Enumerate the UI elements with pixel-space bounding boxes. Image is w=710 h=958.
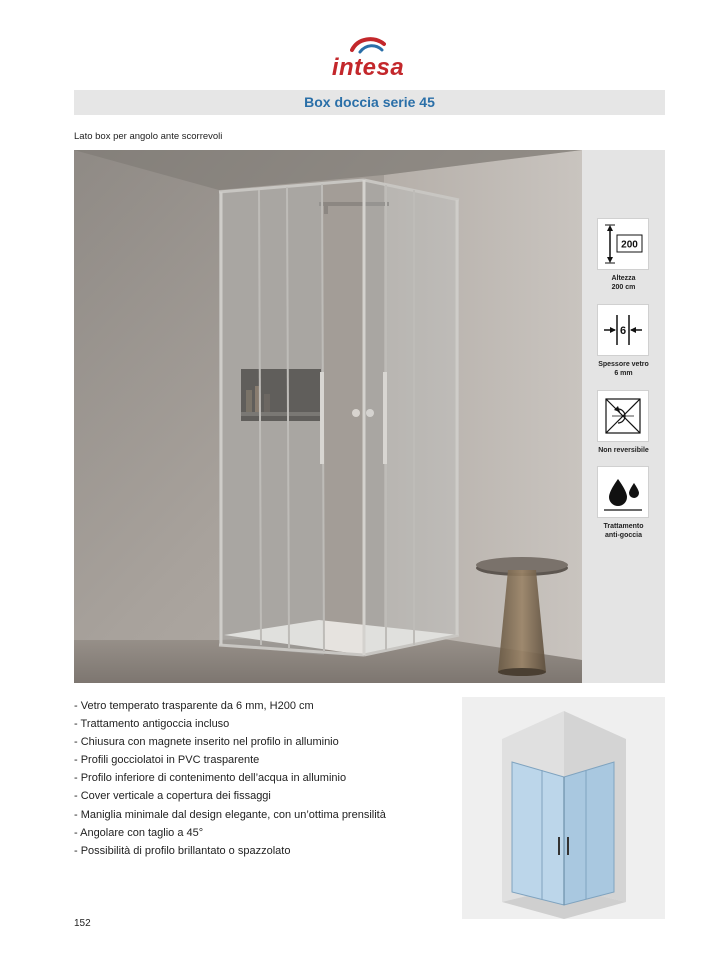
- list-item: - Profilo inferiore di contenimento dell’acqua in alluminio: [74, 772, 347, 785]
- feature-sidebar: [582, 150, 665, 683]
- feature-label: Trattamento: [603, 523, 644, 530]
- subtitle: Lato box per angolo ante scorrevoli: [74, 131, 223, 142]
- list-item: - Possibilità di profilo brillantato o spazzolato: [74, 844, 291, 857]
- feature-label: Altezza: [611, 275, 636, 282]
- feature-label-sub: 6 mm: [614, 370, 633, 377]
- page-number: 152: [74, 918, 91, 929]
- brand-name: intesa: [331, 54, 405, 81]
- page-title: Box doccia serie 45: [304, 94, 435, 110]
- list-item: - Trattamento antigoccia incluso: [74, 718, 230, 731]
- height-icon-text: 200: [621, 239, 638, 251]
- brand-logo: [318, 36, 418, 84]
- glass-thickness-icon-text: 6: [619, 325, 627, 337]
- feature-label-sub: anti-goccia: [605, 532, 642, 539]
- height-icon: [597, 218, 649, 270]
- glass-thickness-icon: [597, 304, 649, 356]
- feature-label: Non reversibile: [598, 447, 649, 454]
- list-item: - Profili gocciolatoi in PVC trasparente: [74, 754, 260, 767]
- list-item: - Chiusura con magnete inserito nel profilo in alluminio: [74, 736, 339, 749]
- product-photo: [74, 150, 582, 683]
- feature-label: Spessore vetro: [598, 361, 649, 368]
- spec-list: [74, 697, 444, 860]
- product-diagram: [462, 697, 665, 919]
- list-item: - Vetro temperato trasparente da 6 mm, H200 cm: [74, 700, 314, 712]
- feature-label-sub: 200 cm: [611, 284, 636, 291]
- logo-swoosh-icon: [350, 36, 386, 56]
- title-bar: [74, 90, 665, 115]
- drops-icon: [597, 466, 649, 518]
- not-reversible-icon: [597, 390, 649, 442]
- list-item: - Maniglia minimale dal design elegante, con un’ottima prensilità: [74, 808, 386, 821]
- list-item: - Angolare con taglio a 45°: [74, 826, 204, 839]
- list-item: - Cover verticale a copertura dei fissaggi: [74, 790, 271, 803]
